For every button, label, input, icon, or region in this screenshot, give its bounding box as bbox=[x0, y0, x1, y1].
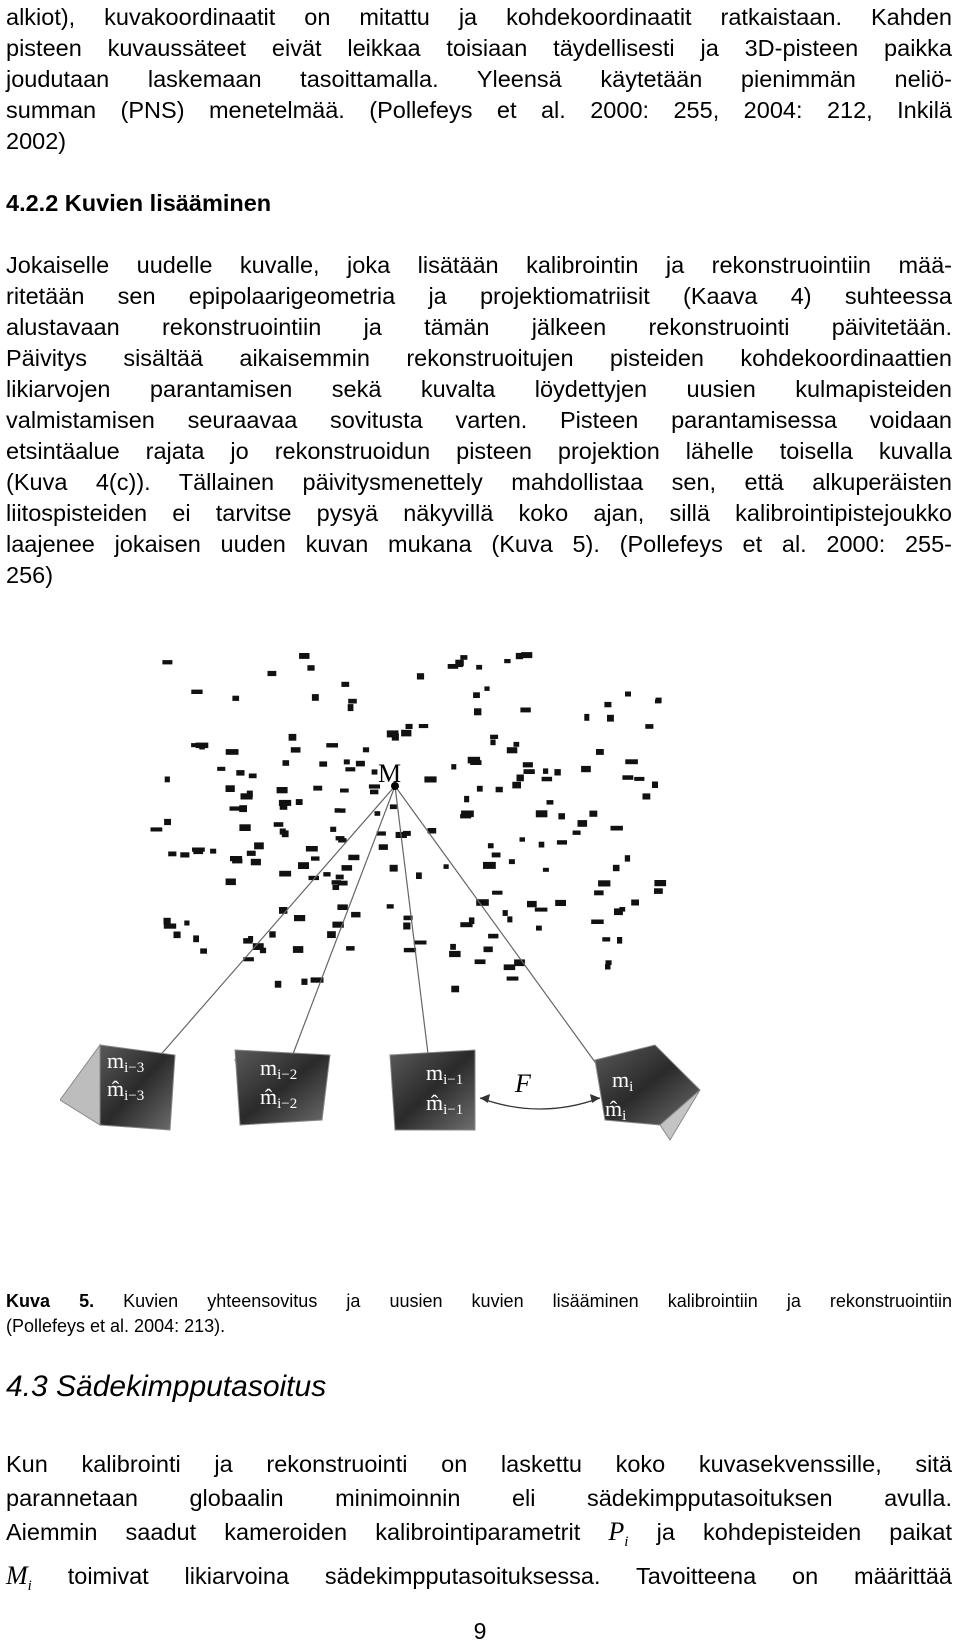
point-cloud-dot bbox=[260, 948, 266, 954]
mhat-label: m̂ bbox=[605, 1096, 623, 1121]
point-cloud-dot bbox=[474, 708, 481, 715]
point-cloud-dot bbox=[390, 804, 397, 809]
point-cloud-dot bbox=[248, 936, 253, 942]
point-cloud-dot bbox=[509, 859, 515, 864]
point-cloud-dot bbox=[226, 879, 236, 886]
point-cloud-dot bbox=[340, 789, 349, 793]
symbol-M-i bbox=[6, 1561, 32, 1595]
point-cloud-dot bbox=[312, 694, 319, 701]
point-cloud-dot bbox=[372, 769, 378, 774]
point-cloud-dot bbox=[232, 859, 242, 864]
point-cloud-dot bbox=[307, 665, 314, 671]
point-cloud-dot bbox=[520, 837, 526, 841]
point-cloud-dot bbox=[326, 743, 338, 747]
point-cloud-dot bbox=[517, 775, 524, 782]
point-cloud-dot bbox=[622, 775, 633, 780]
point-cloud-dot bbox=[333, 885, 340, 890]
m-subscript: i bbox=[629, 1079, 634, 1095]
m-label: m bbox=[260, 1055, 278, 1080]
point-cloud-dot bbox=[280, 805, 288, 810]
point-cloud-dot bbox=[488, 934, 498, 939]
text-line-with-symbol bbox=[6, 1559, 952, 1603]
point-cloud-dot bbox=[174, 932, 181, 939]
point-cloud-dot bbox=[594, 890, 604, 895]
point-cloud-dot bbox=[404, 948, 416, 952]
point-cloud-dot bbox=[341, 682, 349, 687]
point-cloud-dot bbox=[210, 849, 216, 854]
m-label: m bbox=[612, 1067, 630, 1092]
point-cloud-dot bbox=[299, 653, 309, 659]
paragraph-kuvien-lisaaminen bbox=[6, 250, 952, 591]
point-cloud-dot bbox=[606, 960, 612, 965]
point-cloud-dot bbox=[414, 941, 427, 945]
symbol-letter: M bbox=[6, 1561, 28, 1591]
point-cloud-dot bbox=[336, 875, 344, 880]
m-subscript: i−2 bbox=[277, 1067, 298, 1083]
point-cloud-dot bbox=[151, 827, 163, 831]
text-line: ritetään sen epipolaarigeometria ja projektiomatriisit (Kaava 4) suhteessa bbox=[6, 283, 952, 309]
point-cloud-dot bbox=[477, 786, 483, 792]
point-cloud-dot bbox=[370, 790, 378, 795]
caption-label: Kuva 5. bbox=[6, 1291, 95, 1311]
point-cloud-dot bbox=[451, 986, 459, 993]
text-line-with-symbol bbox=[6, 1515, 952, 1559]
point-cloud-dot bbox=[613, 865, 620, 871]
point-cloud-dot bbox=[289, 734, 297, 741]
point-cloud-dot bbox=[596, 749, 604, 755]
text-line: pisteen kuvaussäteet eivät leikkaa toisiaan täydellisesti ja 3D-pisteen paikka bbox=[6, 35, 952, 61]
symbol-subscript: i bbox=[27, 1578, 32, 1595]
caption-text: Kuvien yhteensovitus ja uusien kuvien lisääminen kalibrointiin ja rekonstruointiin bbox=[123, 1291, 952, 1311]
point-cloud-dot bbox=[558, 813, 565, 819]
point-cloud-dot bbox=[356, 761, 365, 767]
point-cloud-dot bbox=[403, 923, 410, 930]
text-line: 2002) bbox=[6, 128, 67, 154]
section-heading-4-2-2: 4.2.2 Kuvien lisääminen bbox=[6, 190, 272, 216]
point-cloud-dot bbox=[184, 921, 189, 926]
point-cloud-dot bbox=[168, 852, 176, 857]
point-cloud-dot bbox=[634, 777, 644, 781]
point-cloud-dot bbox=[417, 673, 424, 679]
point-cloud-dot bbox=[631, 900, 639, 906]
projection-rays bbox=[130, 786, 608, 1090]
point-cloud-dot bbox=[581, 766, 591, 772]
mhat-subscript: i−2 bbox=[277, 1096, 298, 1112]
point-cloud-dot bbox=[298, 862, 309, 869]
camera-frustum bbox=[60, 1045, 100, 1125]
point-cloud-dot bbox=[323, 872, 330, 876]
point-cloud-dot bbox=[345, 767, 355, 771]
point-cloud-dot bbox=[424, 776, 436, 782]
point-cloud-dot bbox=[536, 810, 548, 817]
point-cloud-dot bbox=[351, 912, 360, 918]
point-cloud-dot bbox=[348, 699, 357, 704]
point-cloud-dot bbox=[484, 686, 489, 691]
point-cloud-dot bbox=[294, 915, 305, 921]
point-cloud-dot bbox=[406, 724, 413, 729]
point-cloud-dot bbox=[313, 786, 322, 791]
arrowhead-right bbox=[590, 1094, 600, 1103]
point-cloud-dot bbox=[507, 747, 518, 753]
point-cloud-dot bbox=[625, 855, 630, 861]
point-cloud-dot bbox=[340, 808, 346, 812]
point-cloud-dot bbox=[460, 814, 471, 818]
text-line: alkiot), kuvakoordinaatit on mitattu ja kohdekoordinaatit ratkaistaan. Kahden bbox=[6, 4, 952, 30]
point-cloud-dot bbox=[249, 774, 257, 779]
caption-reference: (Pollefeys et al. 2004: 213). bbox=[6, 1316, 226, 1336]
point-cloud-dot bbox=[180, 852, 189, 857]
camera-image-plane bbox=[235, 1050, 330, 1125]
fundamental-F-label: F bbox=[515, 1069, 531, 1098]
point-cloud-dot bbox=[296, 799, 303, 805]
point-cloud-dot bbox=[617, 937, 622, 944]
point-cloud-dot bbox=[543, 868, 549, 872]
text-line: summan (PNS) menetelmää. (Pollefeys et al. 2000: 255, 2004: 212, Inkilä bbox=[6, 97, 952, 123]
text-line: liitospisteiden ei tarvitse pysyä näkyvillä koko ajan, sillä kalibrointipistejoukko bbox=[6, 500, 952, 526]
point-cloud-dot bbox=[645, 724, 653, 729]
point-cloud-dot bbox=[514, 742, 520, 747]
point-cloud-dot bbox=[507, 977, 519, 981]
point-cloud-dot bbox=[455, 660, 464, 667]
point-cloud-dot bbox=[379, 844, 388, 850]
text-line: laajenee jokaisen uuden kuvan mukana (Kuva 5). (Pollefeys et al. 2000: 255- bbox=[6, 531, 952, 557]
mhat-label: m̂ bbox=[107, 1076, 125, 1101]
point-cloud-dot bbox=[164, 819, 171, 825]
point-cloud-dot bbox=[275, 981, 282, 988]
point-cloud-dot bbox=[403, 831, 411, 836]
point-cloud-dot bbox=[476, 665, 482, 670]
camera-i bbox=[595, 1045, 700, 1140]
point-cloud-dot bbox=[241, 793, 253, 799]
point-cloud-dot bbox=[449, 951, 461, 957]
point-cloud-dot bbox=[543, 768, 548, 774]
point-cloud-dot bbox=[573, 831, 581, 835]
point-cloud-dot bbox=[607, 715, 614, 722]
point-cloud-dot bbox=[338, 881, 348, 886]
mhat-subscript: i−3 bbox=[124, 1088, 145, 1104]
point-cloud-dot bbox=[319, 761, 327, 766]
text-line: valmistamisen seuraavaa sovitusta varten. Pisteen parantamisessa voidaan bbox=[6, 407, 952, 433]
point-cloud-dot bbox=[282, 830, 289, 837]
m-label: m bbox=[107, 1048, 125, 1073]
point-M-label: M bbox=[378, 759, 402, 788]
point-cloud-dot bbox=[625, 759, 638, 764]
point-cloud-dot bbox=[512, 782, 521, 789]
text-line: joudutaan laskemaan tasoittamalla. Yleensä käytetään pienimmän neliö- bbox=[6, 66, 952, 92]
point-cloud-dot bbox=[239, 824, 250, 831]
point-cloud-dot bbox=[492, 853, 501, 858]
point-cloud-dot bbox=[254, 842, 264, 849]
figure-caption bbox=[6, 1289, 952, 1339]
point-cloud-dot bbox=[542, 777, 553, 782]
point-cloud-dot bbox=[401, 730, 411, 737]
point-cloud-dot bbox=[496, 787, 503, 793]
mhat-label: m̂ bbox=[260, 1084, 278, 1109]
point-cloud-dot bbox=[199, 743, 205, 749]
point-cloud-dot bbox=[301, 979, 307, 985]
text-line: Kun kalibrointi ja rekonstruointi on laskettu koko kuvasekvenssille, sitä bbox=[6, 1451, 952, 1477]
mhat-subscript: i−1 bbox=[443, 1102, 464, 1118]
text-line: Päivitys sisältää aikaisemmin rekonstruoitujen pisteiden kohdekoordinaattien bbox=[6, 345, 952, 371]
text-line: likiarvojen parantamisen sekä kuvalta löydettyjen uusien kulmapisteiden bbox=[6, 376, 952, 402]
point-cloud-dot bbox=[584, 714, 589, 721]
point-cloud-dot bbox=[470, 760, 481, 765]
point-cloud-dot bbox=[226, 749, 239, 755]
point-cloud-dot bbox=[464, 796, 469, 802]
point-cloud-dot bbox=[162, 660, 172, 664]
point-cloud-dot bbox=[521, 652, 532, 658]
text-line: parannetaan globaalin minimoinnin eli sädekimpputasoituksen avulla. bbox=[6, 1485, 952, 1511]
point-cloud-dot bbox=[330, 827, 336, 832]
point-cloud-dot bbox=[387, 730, 399, 737]
point-cloud-dot bbox=[346, 946, 355, 951]
point-cloud-dot bbox=[654, 880, 666, 886]
figure-reconstruction bbox=[60, 650, 900, 1190]
point-cloud-dot bbox=[217, 767, 225, 771]
point-cloud-dot bbox=[523, 762, 533, 767]
point-cloud-dot bbox=[578, 820, 588, 827]
point-cloud-dot bbox=[390, 865, 398, 872]
page-number: 9 bbox=[473, 1618, 487, 1644]
point-cloud-dot bbox=[604, 702, 611, 707]
symbol-letter: P bbox=[608, 1517, 625, 1546]
point-cloud-dot bbox=[193, 935, 199, 942]
point-cloud-dot bbox=[342, 865, 353, 871]
point-cloud-dot bbox=[283, 760, 290, 766]
point-cloud-dot bbox=[279, 871, 291, 877]
text-line: alustavaan rekonstruointiin ja tämän jälkeen rekonstruointi päivitetään. bbox=[6, 314, 952, 340]
point-cloud-dot bbox=[490, 735, 498, 739]
point-cloud-dot bbox=[337, 904, 347, 910]
point-cloud-dot bbox=[503, 910, 508, 916]
point-cloud-dot bbox=[450, 944, 456, 950]
text-fragment: toimivat likiarvoina sädekimpputasoituksessa. Tavoitteena on määrittää bbox=[67, 1563, 952, 1590]
top-paragraph bbox=[6, 2, 952, 157]
point-cloud-dot bbox=[247, 851, 256, 856]
point-cloud-dot bbox=[483, 862, 496, 869]
point-cloud-dot bbox=[655, 699, 661, 703]
point-cloud-dot bbox=[520, 708, 530, 713]
point-cloud-dot bbox=[488, 843, 494, 848]
point-cloud-dot bbox=[475, 959, 486, 964]
point-cloud-dot bbox=[460, 655, 467, 660]
point-cloud-dot bbox=[444, 864, 449, 869]
point-cloud-dot bbox=[191, 690, 202, 694]
point-cloud-dot bbox=[268, 671, 277, 676]
point-cloud-dot bbox=[625, 692, 631, 697]
point-cloud-dot bbox=[504, 659, 510, 663]
fundamental-arrow bbox=[480, 1098, 600, 1109]
point-cloud-dot bbox=[277, 787, 288, 793]
camera-i-minus-2 bbox=[235, 1050, 330, 1125]
point-cloud-dot bbox=[591, 920, 604, 925]
point-cloud-dot bbox=[279, 800, 291, 806]
point-cloud-dot bbox=[251, 859, 261, 866]
m-label: m bbox=[426, 1060, 444, 1085]
point-cloud-dot bbox=[554, 769, 560, 775]
camera-i-minus-1 bbox=[390, 1050, 475, 1130]
point-cloud-dot bbox=[614, 908, 623, 915]
point-cloud-dot bbox=[547, 800, 554, 805]
point-cloud-dot bbox=[536, 926, 542, 931]
paragraph-sadekimpputasoitus bbox=[6, 1447, 952, 1603]
section-heading-4-3: 4.3 Sädekimpputasoitus bbox=[6, 1370, 327, 1403]
point-cloud-dot bbox=[293, 946, 303, 953]
text-fragment: ja kohdepisteiden paikat bbox=[656, 1519, 953, 1545]
point-cloud-dot bbox=[375, 811, 381, 816]
point-cloud-dot bbox=[239, 805, 247, 812]
point-cloud-dot bbox=[165, 777, 170, 783]
point-cloud-dot bbox=[348, 704, 354, 711]
point-cloud-dot bbox=[344, 759, 350, 764]
point-cloud-dot bbox=[419, 724, 428, 728]
point-cloud-dot bbox=[652, 782, 658, 789]
text-line: Jokaiselle uudelle kuvalle, joka lisätään kalibrointin ja rekonstruointiin mää- bbox=[6, 252, 952, 278]
point-cloud-dot bbox=[557, 840, 567, 844]
point-cloud-dot bbox=[338, 838, 346, 842]
text-line: 256) bbox=[6, 562, 54, 588]
point-cloud-dot bbox=[164, 924, 176, 929]
point-cloud-dot bbox=[485, 948, 491, 952]
symbol-P-i bbox=[608, 1517, 629, 1551]
point-cloud-dot bbox=[327, 931, 336, 938]
point-cloud-dot bbox=[460, 922, 472, 927]
point-cloud-dot bbox=[507, 916, 512, 922]
point-cloud-dot bbox=[269, 931, 275, 937]
m-subscript: i−1 bbox=[443, 1072, 464, 1088]
point-cloud-dot bbox=[492, 891, 502, 895]
point-cloud-dot bbox=[539, 842, 545, 848]
point-cloud-dot bbox=[335, 808, 341, 813]
point-cloud-dot bbox=[643, 793, 651, 799]
point-cloud-dot bbox=[387, 904, 394, 908]
point-cloud-dot bbox=[524, 769, 535, 774]
point-cloud-dot bbox=[611, 826, 623, 831]
point-cloud-dot bbox=[226, 785, 235, 792]
arrowhead-left bbox=[480, 1094, 490, 1103]
point-cloud-dot bbox=[274, 822, 284, 827]
point-cloud-dot bbox=[527, 901, 537, 907]
camera-i-minus-3 bbox=[60, 1045, 175, 1130]
point-cloud bbox=[151, 652, 667, 992]
mhat-subscript: i bbox=[622, 1108, 627, 1124]
point-cloud-dot bbox=[311, 856, 320, 860]
point-cloud-dot bbox=[348, 855, 359, 861]
point-cloud-dot bbox=[654, 888, 663, 894]
m-subscript: i−3 bbox=[124, 1060, 145, 1076]
point-cloud-dot bbox=[602, 937, 610, 941]
point-cloud-dot bbox=[416, 872, 422, 879]
point-cloud-dot bbox=[232, 696, 239, 701]
point-cloud-dot bbox=[192, 848, 205, 852]
text-line: etsintäalue rajata jo rekonstruoidun pisteen projektion lähelle toisella kuvalla bbox=[6, 438, 952, 464]
point-cloud-dot bbox=[236, 770, 244, 776]
point-cloud-dot bbox=[555, 900, 566, 906]
point-cloud-dot bbox=[535, 908, 548, 912]
point-cloud-dot bbox=[490, 740, 495, 746]
text-fragment: Aiemmin saadut kameroiden kalibrointiparametrit bbox=[6, 1519, 581, 1545]
point-cloud-dot bbox=[598, 880, 610, 886]
point-cloud-dot bbox=[504, 964, 516, 970]
text-line: (Kuva 4(c)). Tällainen päivitysmenettely mahdollistaa sen, että alkuperäisten bbox=[6, 469, 952, 495]
mhat-label: m̂ bbox=[426, 1090, 444, 1115]
point-cloud-dot bbox=[589, 811, 597, 817]
point-cloud-dot bbox=[363, 747, 369, 752]
point-cloud-dot bbox=[200, 948, 207, 953]
point-cloud-dot bbox=[451, 764, 456, 769]
point-cloud-dot bbox=[473, 692, 480, 698]
symbol-subscript: i bbox=[624, 1534, 629, 1551]
point-cloud-dot bbox=[291, 747, 301, 752]
point-cloud-dot bbox=[306, 846, 318, 852]
